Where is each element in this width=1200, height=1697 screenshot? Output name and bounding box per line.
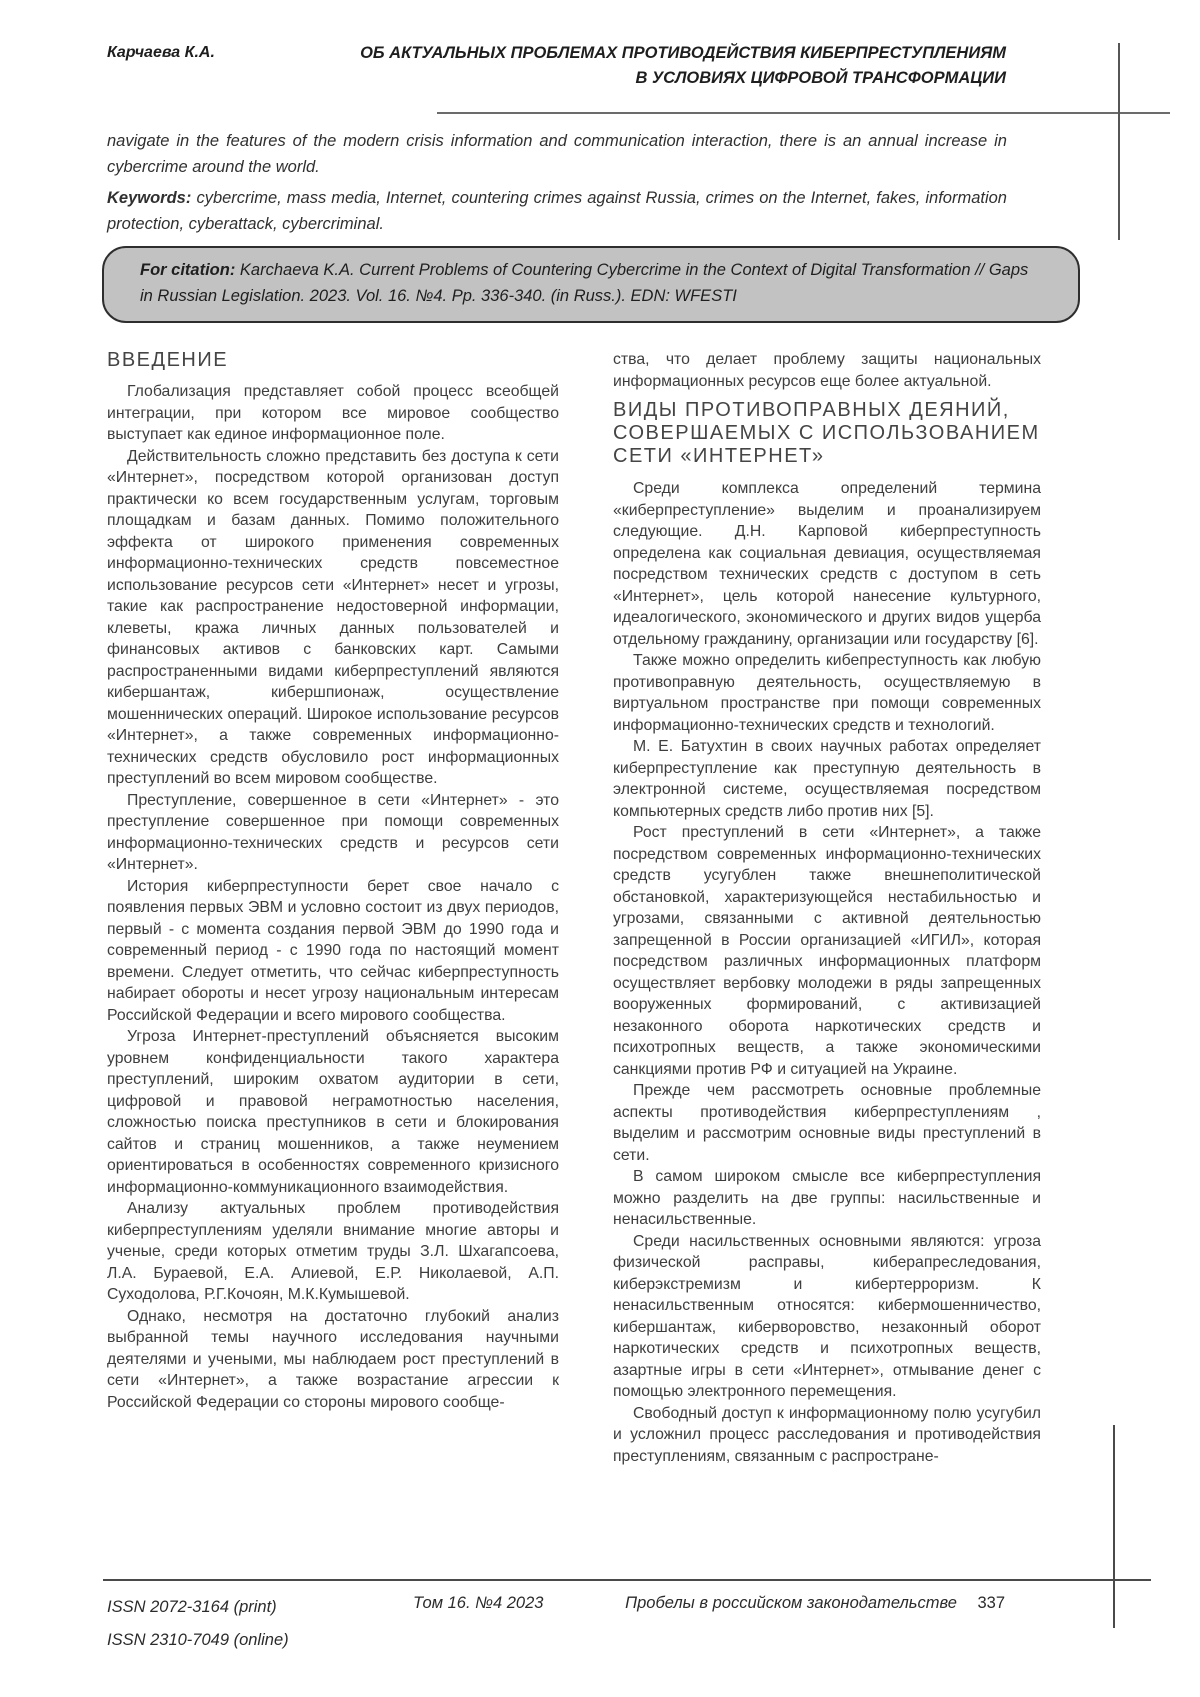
- author-name: Карчаева К.А.: [107, 44, 215, 61]
- footer-volume: Том 16. №4 2023: [413, 1594, 544, 1612]
- header-vertical-rule: [1118, 43, 1120, 240]
- section-heading-types-line2: СОВЕРШАЕМЫХ С ИСПОЛЬЗОВАНИЕМ: [613, 422, 1040, 444]
- paragraph: Преступление, совершенное в сети «Интернет» - это преступление совершенное при помощи современных информационно-технических средств и ресурсов сети «Интернет».: [107, 791, 559, 873]
- header-horizontal-rule: [437, 112, 1170, 114]
- article-title-line2: В УСЛОВИЯХ ЦИФРОВОЙ ТРАНСФОРМАЦИИ: [635, 69, 1006, 87]
- paragraph: Угроза Интернет-преступлений объясняется высоким уровнем конфиденциальности такого характера преступлений, широким охватом аудитории в сети, цифровой и правовой неграмотностью населения, сложностью поиска преступников в сети и блокирования сайтов и страниц мошенников, а также неумением ориентироваться в особенностях современного кризисного информационно-коммуникационного взаимодействия.: [107, 1028, 559, 1196]
- paragraph: Анализу актуальных проблем противодействия киберпреступлениям уделяли внимание многие авторы и ученые, среди которых отметим труды З.Л. Шхагапсоева, Л.А. Бураевой, Е.А. Алиевой, Е.Р. Николаевой, А.П. Суходолова, Р.Г.Кочоян, М.К.Кумышевой.: [107, 1200, 559, 1303]
- section-heading-types-line3: СЕТИ «ИНТЕРНЕТ»: [613, 445, 825, 467]
- paragraph-continuation: ства, что делает проблему защиты национальных информационных ресурсов еще более актуальной.: [613, 351, 1041, 390]
- footer-issn-online: ISSN 2310-7049 (online): [107, 1631, 289, 1649]
- keywords-label: Keywords:: [107, 189, 192, 207]
- keywords-paragraph: [107, 185, 1007, 237]
- footer-vertical-rule: [1113, 1425, 1115, 1628]
- footer-horizontal-rule: [103, 1579, 1151, 1581]
- paragraph: Однако, несмотря на достаточно глубокий анализ выбранной темы научного исследования научными деятелями и учеными, мы наблюдаем рост преступлений в сети «Интернет», а также возрастание агрессии к Российской Федерации со стороны мирового сообще-: [107, 1307, 559, 1411]
- section-heading-introduction: ВВЕДЕНИЕ: [107, 349, 229, 371]
- footer-journal-block: [593, 1594, 1005, 1613]
- footer-journal-name: Пробелы в российском законодательстве: [625, 1594, 957, 1612]
- paragraph: Действительность сложно представить без доступа к сети «Интернет», посредством которой организован доступ практически ко всем государственным услугам, торговым площадкам и базам данных. Помимо положительного эффекта от широкого применения современных информационно-технических средств повсеместное использование ресурсов сети «Интернет» несет и угрозы, такие как распространение недостоверной информации, клеветы, кража личных данных пользователей и финансовых активов с банковских карт. Самыми распространенными видами киберпреступлений являются кибершантаж, кибершпионаж, осуществление мошеннических операций. Широкое использование ресурсов «Интернет», а также современных информационно-технических средств обусловило рост информационных преступлений во всем мировом сообществе.: [107, 447, 559, 787]
- citation-text: Karchaeva K.A. Current Problems of Countering Cybercrime in the Context of Digital Transformation // Gaps in Russian Legislation. 2023. Vol. 16. №4. Pp. 336-340. (in Russ.). EDN: WFESTI: [140, 261, 1029, 305]
- paragraph: Глобализация представляет собой процесс всеобщей интеграции, при котором все мировое сообщество выступает как единое информационное поле.: [107, 383, 559, 443]
- paragraph: Рост преступлений в сети «Интернет», а также посредством современных информационно-технических средств усугублен также внешнеполитической обстановкой, характеризующейся нестабильностью и угрозами, связанными с активной деятельностью запрещенной в России организацией «ИГИЛ», которая посредством различных информационных платформ осуществляет вербовку молодежи в ряды запрещенных вооруженных формирований, с активизацией незаконного оборота наркотических средств и психотропных веществ, а также экономическими санкциями против РФ и ситуацией на Украине.: [613, 824, 1041, 1078]
- keywords-text: cybercrime, mass media, Internet, countering crimes against Russia, crimes on the Internet, fakes, information protection, cyberattack, cybercriminal.: [107, 189, 1007, 233]
- paragraph: М. Е. Батухтин в своих научных работах определяет киберпреступление как преступную деятельность в электронной системе, осуществляемая посредством компьютерных средств либо против них [5].: [613, 738, 1041, 820]
- paragraph: В самом широком смысле все киберпреступления можно разделить на две группы: насильственные и ненасильственные.: [613, 1168, 1041, 1228]
- paragraph: Прежде чем рассмотреть основные проблемные аспекты противодействия киберпреступлениям , выделим и рассмотрим основные виды преступлений в сети.: [613, 1082, 1041, 1164]
- footer-issn: [107, 1591, 289, 1657]
- paragraph: История киберпреступности берет свое начало с появления первых ЭВМ и условно состоит из двух периодов, первый - с момента создания первой ЭВМ до 1990 года и современный период - с 1990 года по настоящий момент времени. Следует отметить, что сейчас киберпреступность набирает обороты и несет угрозу национальным интересам Российской Федерации и всего мирового сообщества.: [107, 877, 559, 1024]
- left-column: [107, 349, 559, 1467]
- paragraph: Свободный доступ к информационному полю усугубил и усложнил процесс расследования и противодействия преступлениям, связанным с распростране-: [613, 1404, 1041, 1465]
- paragraph: Среди насильственных основными являются: угроза физической расправы, киберапреследования, киберэкстремизм и кибертерроризм. К ненасильственным относятся: кибермошенничество, кибершантаж, киберворовство, незаконный оборот наркотических средств и психотропных веществ, азартные игры в сети «Интернет», отмывание денег с помощью электронного перемещения.: [613, 1232, 1041, 1400]
- paragraph: Также можно определить кибепреступность как любую противоправную деятельность, осуществляемую в виртуальном пространстве при помощи современных информационно-технических средств и технологий.: [613, 652, 1041, 734]
- citation-label: For citation:: [140, 261, 236, 279]
- section-heading-types-line1: ВИДЫ ПРОТИВОПРАВНЫХ ДЕЯНИЙ,: [613, 399, 1010, 421]
- paragraph: Среди комплекса определений термина «киберпреступление» выделим и проанализируем следующие. Д.Н. Карповой киберпреступность определена как социальная девиация, осуществляемая посредством технических средств с доступом в сеть «Интернет», цель которой нанесение культурного, идеалогического, экономического и других видов ущерба отдельному гражданину, организации или государству [6].: [613, 480, 1041, 648]
- article-title: [286, 41, 1006, 91]
- article-title-line1: ОБ АКТУАЛЬНЫХ ПРОБЛЕМАХ ПРОТИВОДЕЙСТВИЯ КИБЕРПРЕСТУПЛЕНИЯМ: [360, 44, 1006, 62]
- footer-page-number: 337: [977, 1594, 1005, 1612]
- footer-issn-print: ISSN 2072-3164 (print): [107, 1598, 277, 1616]
- article-body: [107, 349, 1041, 1467]
- citation-box: [102, 246, 1080, 323]
- section-heading-types: [613, 399, 1041, 468]
- abstract-text: navigate in the features of the modern crisis information and communication interaction, there is an annual increase in cybercrime around the world.: [107, 132, 1007, 176]
- right-column: [613, 349, 1041, 1467]
